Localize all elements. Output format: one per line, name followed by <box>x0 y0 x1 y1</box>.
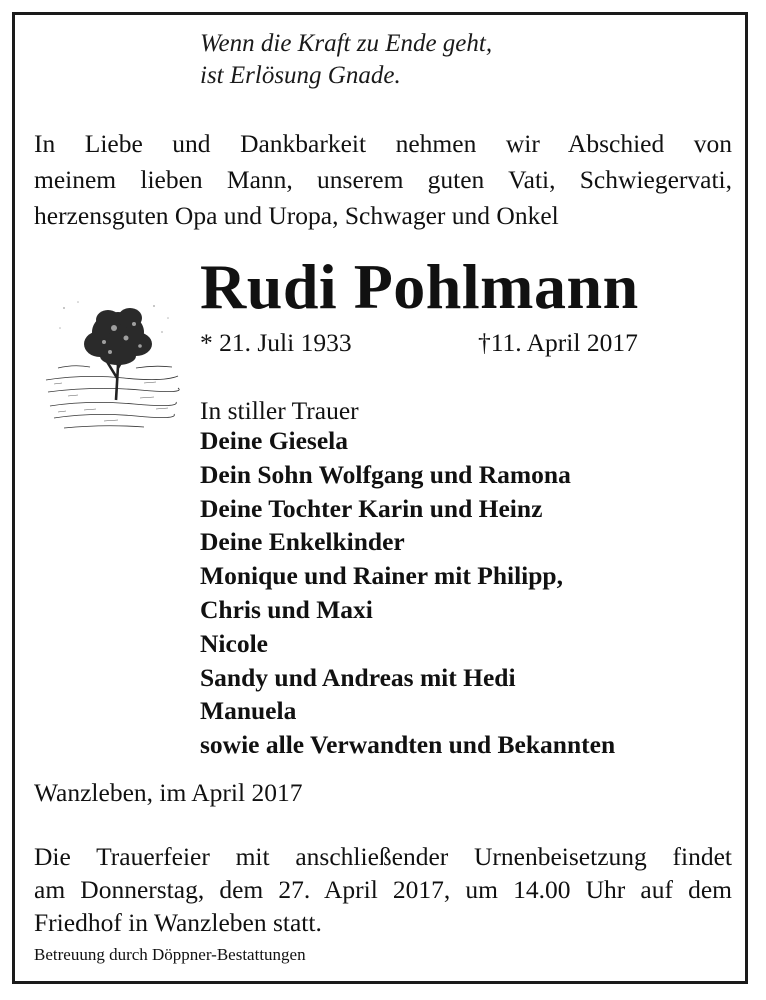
ceremony-line-2: am Donnerstag, dem 27. April 2017, um 14.00 Uhr auf dem <box>34 875 732 904</box>
mourner-line: sowie alle Verwandten und Bekannten <box>200 730 616 760</box>
ceremony-line-3: Friedhof in Wanzleben statt. <box>34 908 322 937</box>
motto-line-2: ist Erlösung Gnade. <box>200 62 401 89</box>
mourning-label: In stiller Trauer <box>200 396 359 425</box>
tree-landscape-icon <box>44 288 180 438</box>
mourner-line: Deine Tochter Karin und Heinz <box>200 493 543 523</box>
intro-line-1: In Liebe und Dankbarkeit nehmen wir Abschied von <box>34 129 732 158</box>
mourners-list <box>200 424 615 762</box>
motto-verse <box>200 28 492 92</box>
intro-line-2: meinem lieben Mann, unserem guten Vati, Schwiegervati, <box>34 165 732 194</box>
mourner-line: Monique und Rainer mit Philipp, <box>200 561 563 591</box>
mourner-line: Nicole <box>200 628 268 658</box>
mourner-line: Manuela <box>200 696 297 726</box>
motto-line-1: Wenn die Kraft zu Ende geht, <box>200 30 493 57</box>
mourner-line: Sandy und Andreas mit Hedi <box>200 662 516 692</box>
undertaker-credit: Betreuung durch Döppner-Bestattungen <box>34 945 306 964</box>
ceremony-text <box>34 840 732 939</box>
intro-text <box>34 126 732 234</box>
intro-line-3: herzensguten Opa und Uropa, Schwager und Onkel <box>34 201 559 230</box>
mourner-line: Chris und Maxi <box>200 594 373 624</box>
mourner-line: Deine Enkelkinder <box>200 527 405 557</box>
birth-date: * 21. Juli 1933 <box>200 328 352 357</box>
place-and-date: Wanzleben, im April 2017 <box>34 778 303 807</box>
deceased-name: Rudi Pohlmann <box>200 251 639 322</box>
mourner-line: Deine Giesela <box>200 426 349 455</box>
mourner-line: Dein Sohn Wolfgang und Ramona <box>200 459 571 489</box>
death-date: †11. April 2017 <box>478 328 638 357</box>
ceremony-line-1: Die Trauerfeier mit anschließender Urnenbeisetzung findet <box>34 842 732 871</box>
